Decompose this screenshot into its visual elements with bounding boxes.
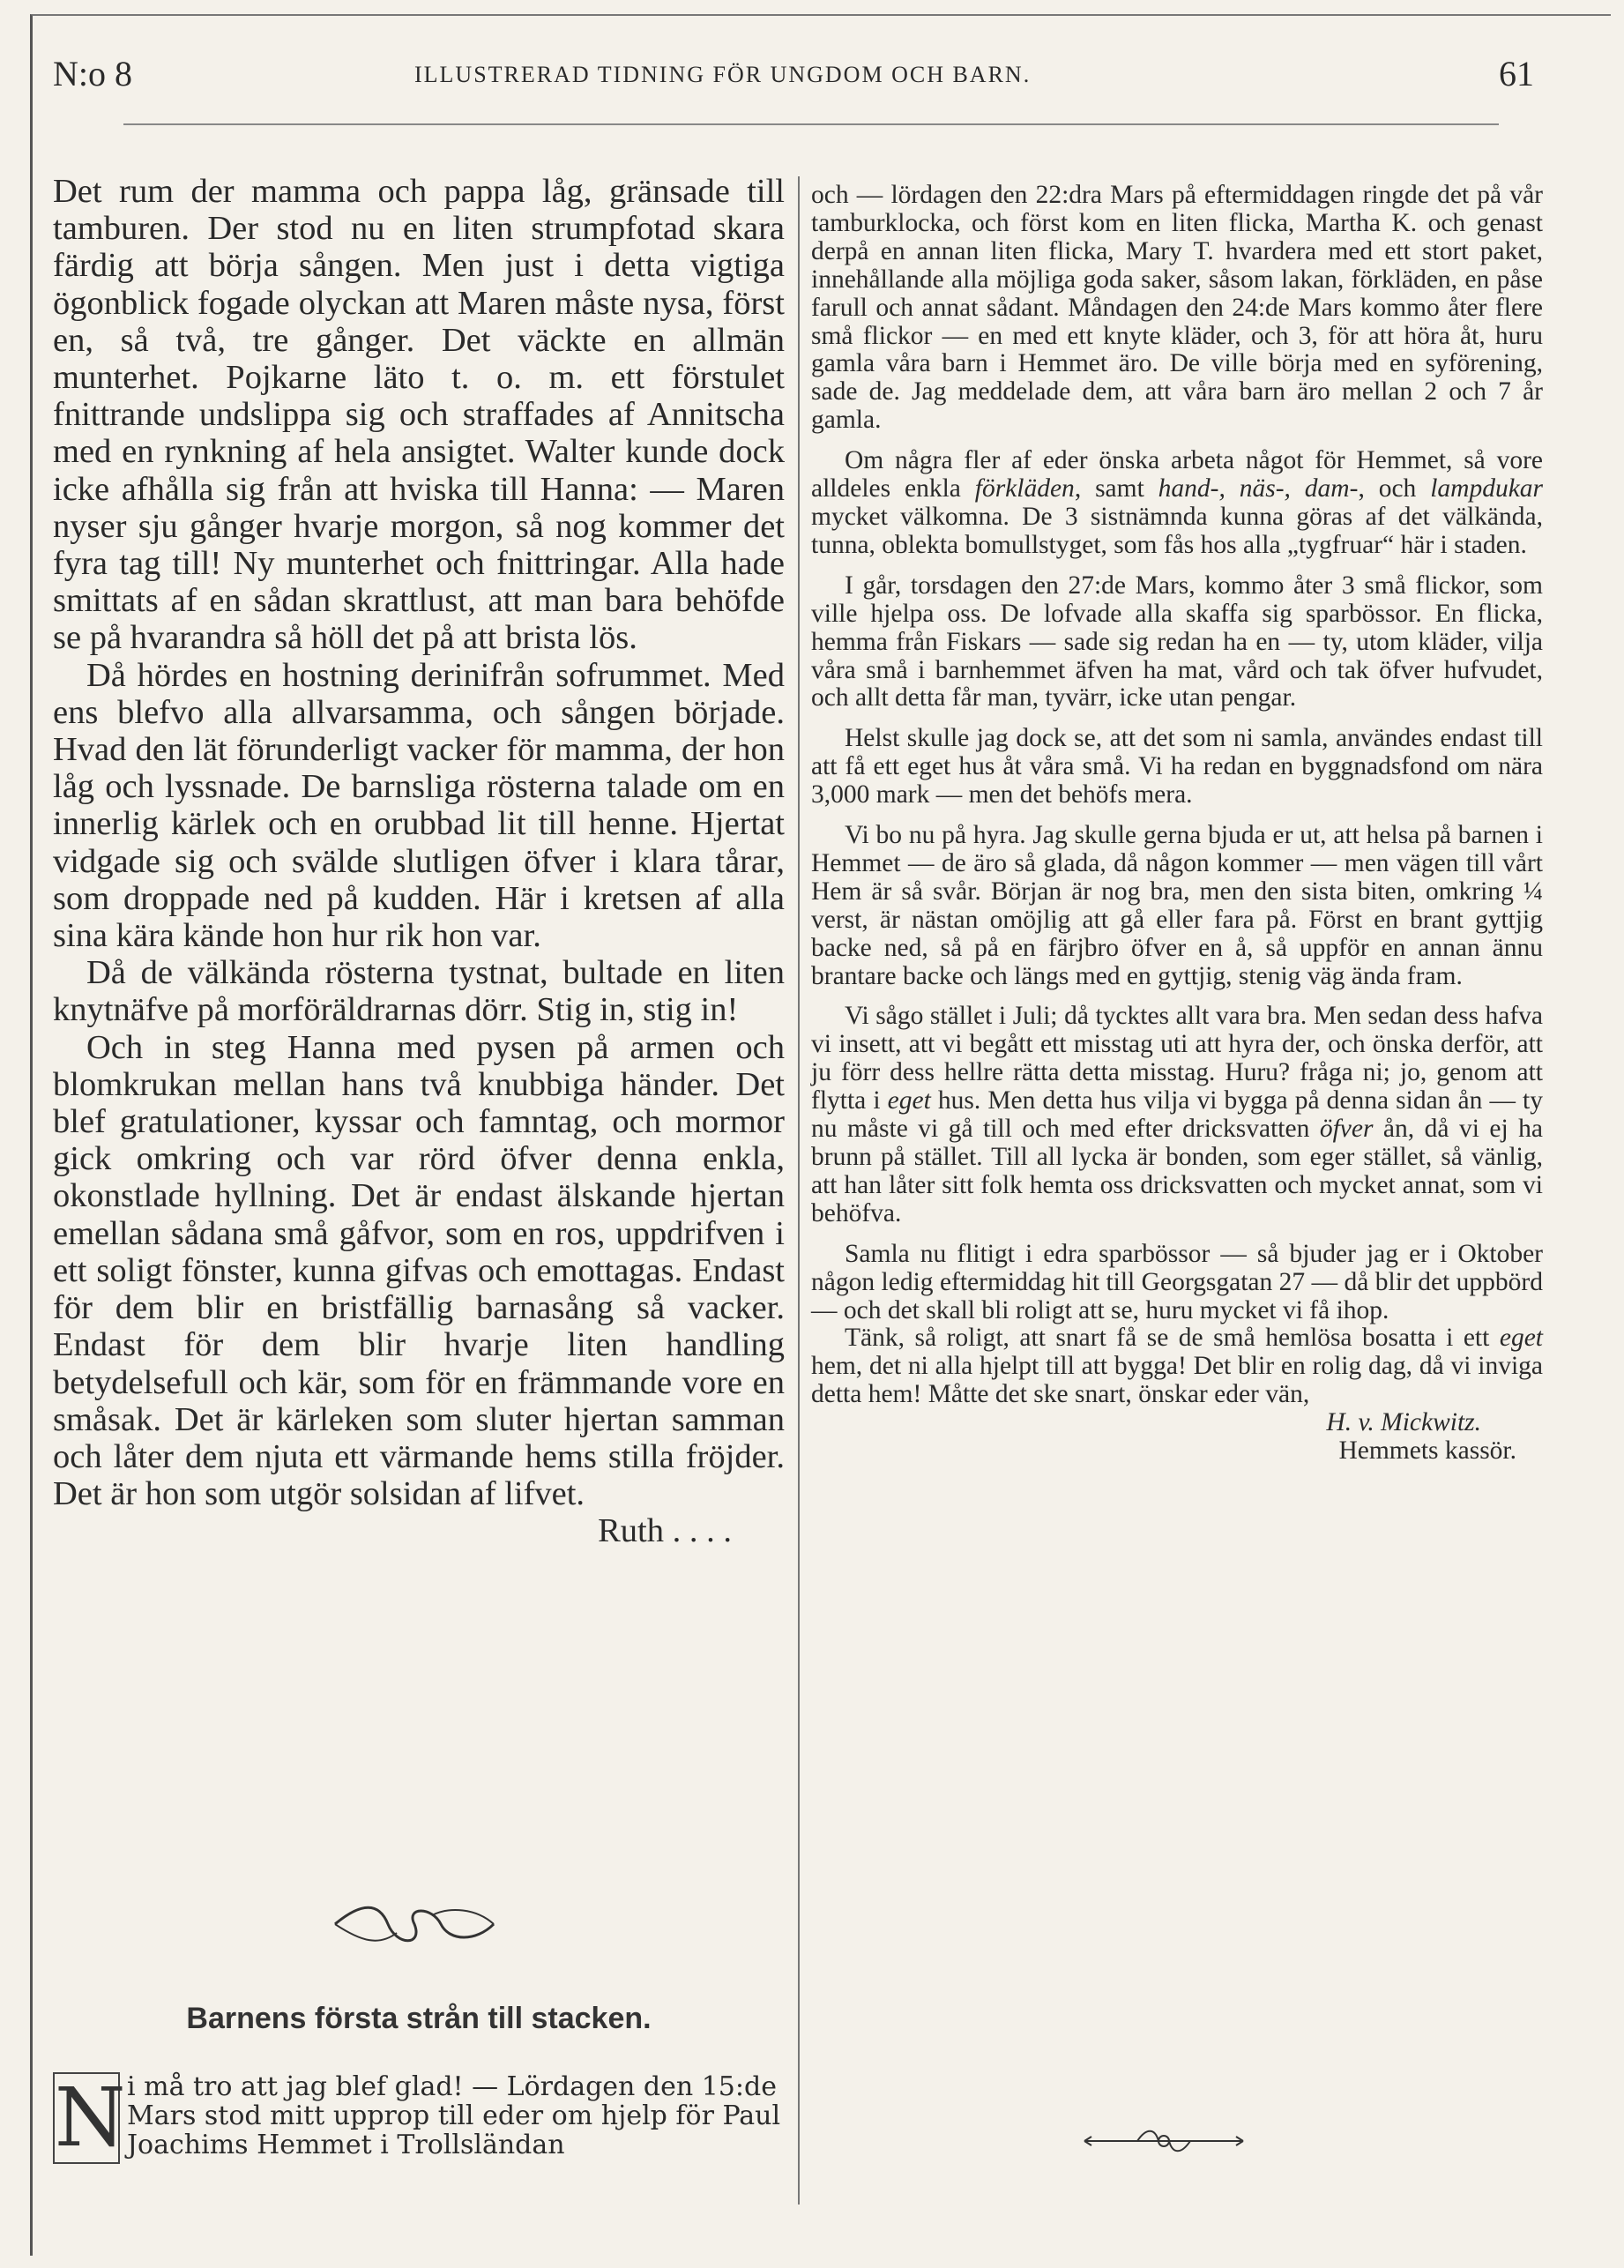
story-paragraph: Då hördes en hostning derinifrån sofrummet. Med ens blefvo alla allvarsamma, och sången började. Hvad den lät förunderligt vacker för mamma, der hon låg och lyssnade. De barnsliga rösterna talade om en innerlig kärlek och en orubbad lit till henne. Hjertat vidgade sig och svälde slutligen öfver i klara tårar, som droppade ned på kudden. Här i kretsen af alla sina kära kände hon hur rik hon var.: [53, 656, 785, 955]
section-intro: [53, 2072, 785, 2164]
letter-paragraph: Om några fler af eder önska arbeta något för Hemmet, så vore alldeles enkla förkläden, samt hand-, näs-, dam-, och lampdukar mycket välkomna. De 3 sistnämnda kunna göras af det välkända, tunna, oblekta bomullstyget, som fås hos alla „tygfruar“ här i staden.: [811, 446, 1544, 559]
page-number: 61: [1499, 54, 1534, 93]
letter-paragraph: Helst skulle jag dock se, att det som ni samla, användes endast till att få ett eget hus åt våra små. Vi ha redan en byggnadsfond om nära 3,000 mark — men det behöfs mera.: [811, 724, 1543, 809]
dropcap-letter: N: [55, 2070, 126, 2165]
letter-paragraph: Vi bo nu på hyra. Jag skulle gerna bjuda er ut, att helsa på barnen i Hemmet — de äro så glada, då någon kommer — men vägen till vårt Hem är så svår. Början är nog bra, men den sista biten, omkring ¼ verst, är nästan omöjlig att gå eller fara på. Först en brant gyttjig backe ned, så på en färjbro öfver en å, så uppför en annan ännu brantare backe och längs med en gyttjig, stenig väg ända fram.: [811, 821, 1543, 990]
issue-number: N:o 8: [53, 54, 132, 93]
ornament-flourish-icon: [326, 1898, 503, 1951]
section-title: Barnens första strån till stacken.: [186, 2002, 652, 2035]
letter-paragraph: Vi sågo stället i Juli; då tycktes allt vara bra. Men sedan dess hafva vi insett, att vi begått ett misstag uti att hyra der, och önska derför, att ju förr dess hellre rätta detta misstag. Huru? fråga ni; jo, genom att flytta i eget hus. Men detta hus vilja vi bygga på denna sidan ån — ty nu måste vi gå till och med efter dricksvatten öfver ån, då vi ej ha brunn på stället. Till all lycka är bonden, som eger stället, så vänlig, att han låter sitt folk hemta oss dricksvatten och mycket annat, som vi behöfva.: [811, 1002, 1543, 1227]
page-header: [53, 44, 1552, 106]
end-ornament-icon: [1076, 2123, 1252, 2159]
right-column: [811, 182, 1543, 1466]
letter-paragraph: Tänk, så roligt, att snart få se de små hemlösa bosatta i ett eget hem, det ni alla hjelpt till att bygga! Det blir en rolig dag, då vi inviga detta hem! Måtte det ske snart, önskar eder vän,: [811, 1324, 1543, 1409]
story-paragraph: Det rum der mamma och pappa låg, gränsade till tamburen. Der stod nu en liten strumpfotad skara färdig att börja sången. Men just i detta vigtiga ögonblick fogade olyckan att Maren måste nysa, först en, så två, tre gånger. Det väckte en allmän munterhet. Pojkarne läto t. o. m. ett förstulet fnittrande undslippa sig och straffades af Annitscha med en rynkning af hela ansigtet. Walter kunde dock icke afhålla sig från att hviska till Hanna: — Maren nyser sju gånger hvarje morgon, så nog kommer det fyra tag till! Ny munterhet och fnittringar. Alla hade smittats af en sådan skrattlust, att man bara behöfde se på hvarandra så höll det på att brista lös.: [53, 173, 785, 657]
signature-name: H. v. Mickwitz.: [1326, 1408, 1481, 1437]
letter-paragraph: Samla nu flitigt i edra sparbössor — så bjuder jag er i Oktober någon ledig eftermiddag hit till Georgsgatan 27 — då blir det uppbörd — och det skall bli roligt att se, huru mycket vi få ihop.: [811, 1239, 1543, 1324]
left-column: [53, 173, 785, 1550]
publication-title: ILLUSTRERAD TIDNING FÖR UNGDOM OCH BARN.: [414, 62, 1032, 87]
author-signoff: Ruth . . . .: [598, 1512, 732, 1550]
header-rule: [123, 123, 1499, 125]
column-divider: [798, 176, 800, 2205]
signature-role: Hemmets kassör.: [1338, 1436, 1516, 1466]
story-paragraph: Och in steg Hanna med pysen på armen och blomkrukan mellan hans två knubbiga händer. Det blef gratulationer, kyssar och famntag, och mormor gick omkring och var rörd öfver denna enkla, okonstlade hyllning. Det är endast älskande hjertan emellan sådana små gåfvor, som en ros, uppdrifven i ett soligt fönster, kunna gifvas och emottagas. Endast för dem blir en bristfällig barnasång så vacker. Endast för dem blir hvarje liten handling betydelsefull och kär, som för en främmande vore en småsak. Det är kärleken som sluter hjertan samman och låter dem njuta ett värmande hems stilla fröjder. Det är hon som utgör solsidan af lifvet.: [53, 1028, 785, 1513]
letter-paragraph: I går, torsdagen den 27:de Mars, kommo åter 3 små flickor, som ville hjelpa oss. De lofvade alla skaffa sig sparbössor. En flicka, hemma från Fiskars — sade sig redan ha en — ty, utom kläder, vilja våra små i barnhemmet äfven ha mat, vård och tak öfver hufvudet, och allt detta får man, tyvärr, icke utan pengar.: [811, 571, 1543, 712]
letter-paragraph: och — lördagen den 22:dra Mars på eftermiddagen ringde det på vår tamburklocka, och först kom en liten flicka, Martha K. och genast derpå en annan liten flicka, Mary T. hvardera med ett stort paket, innehållande alla möjliga goda saker, såsom lakan, förkläden, en påse farull och annat sådant. Måndagen den 24:de Mars kommo åter flere små flickor — en med ett knyte kläder, och 3, för att höra åt, huru gamla våra barn i Hemmet äro. De ville börja med en syförening, sade de. Jag meddelade dem, att våra barn äro mellan 2 och 7 år gamla.: [811, 181, 1543, 435]
intro-text: i må tro att jag blef glad! — Lördagen den 15:de Mars stod mitt upprop till eder om hjelp för Paul Joachims Hemmet i Trollsländan: [127, 2071, 781, 2160]
story-paragraph: Då de välkända rösterna tystnat, bultade en liten knytnäfve på morföräldrarnas dörr. Stig in, stig in!: [53, 954, 785, 1029]
